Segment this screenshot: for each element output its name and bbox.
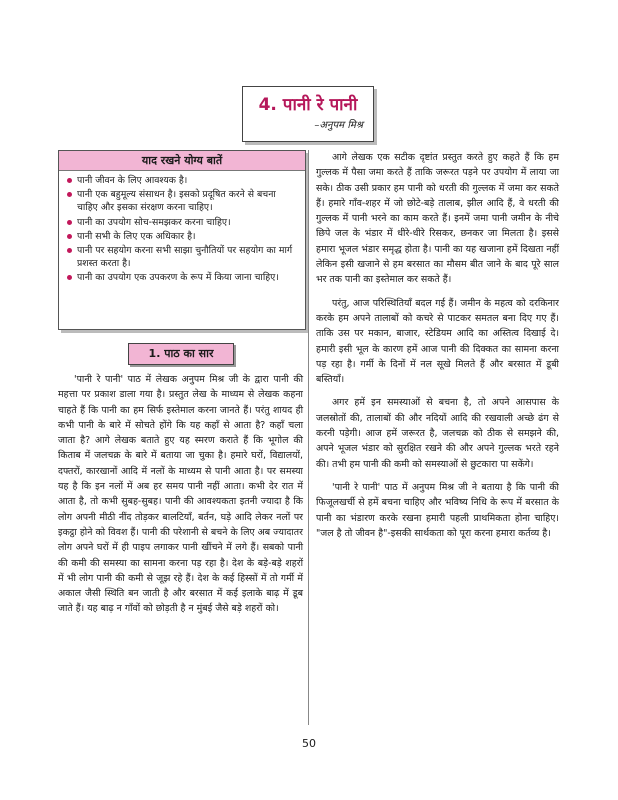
summary-heading: 1. पाठ का सार <box>128 343 234 365</box>
key-points-heading: याद रखने योग्य बातें <box>59 151 305 171</box>
summary-paragraph: परंतु, आज परिस्थितियाँ बदल गई हैं। जमीन के महत्व को दरकिनार करके हम अपने तालाबों को कचरे से पाटकर समतल बना दिए गए हैं। ताकि उस पर मकान, बाजार, स्टेडियम आदि का अस्तित्व दिखाई दे। हमारी इसी भूल के कारण हमें आज पानी की दिक्कत का सामना करना पड़ रहा है। गर्मी के दिनों में नल सूखे मिलते हैं और बरसात में डूबी बस्तियाँ। <box>316 297 559 386</box>
key-point: पानी का उपयोग सोच-समझकर करना चाहिए। <box>77 216 299 229</box>
key-point: पानी जीवन के लिए आवश्यक है। <box>77 174 299 187</box>
summary-right-column <box>316 150 559 549</box>
summary-paragraph: 'पानी रे पानी' पाठ में अनुपम मिश्र जी ने बताया है कि पानी की फिजूलखर्ची से हमें बचना चाहिए और भविष्य निधि के रूप में बरसात के पानी का भंडारण करके रखना हमारी पहली प्राथमिकता होना चाहिए। "जल है तो जीवन है"-इसकी सार्थकता को पूरा करना हमारा कर्तव्य है। <box>316 481 559 539</box>
key-points-list <box>59 171 305 285</box>
chapter-title-box <box>242 86 374 142</box>
key-point: पानी सभी के लिए एक अधिकार है। <box>77 230 299 243</box>
summary-paragraph: आगे लेखक एक सटीक दृष्टांत प्रस्तुत करते हुए कहते हैं कि हम गुल्लक में पैसा जमा करते हैं ताकि जरूरत पड़ने पर उपयोग में लाया जा सके। ठीक उसी प्रकार हम पानी को धरती की गुल्लक में जमा कर सकते हैं। हमारे गाँव-शहर में जो छोटे-बड़े तालाब, झील आदि हैं, वे धरती की गुल्लक में पानी भरने का काम करते हैं। इनमें जमा पानी जमीन के नीचे छिपे जल के भंडार में धीरे-धीरे रिसकर, छनकर जा मिलता है। इससे हमारा भूजल भंडार समृद्ध होता है। पानी का यह खजाना हमें दिखता नहीं लेकिन इसी खजाने से हम बरसात का मौसम बीत जाने के बाद पूरे साल भर तक पानी का इस्तेमाल कर सकते हैं। <box>316 152 559 286</box>
column-divider <box>308 150 309 725</box>
summary-paragraph: अगर हमें इन समस्याओं से बचना है, तो अपने आसपास के जलस्रोतों की, तालाबों की और नदियों आदि की रखवाली अच्छे ढंग से करनी पड़ेगी। आज हमें जरूरत है, जलचक्र को ठीक से समझने की, अपने भूजल भंडार को सुरक्षित रखने की और अपने गुल्लक भरते रहने की। तभी हम पानी की कमी को समस्याओं से छुटकारा पा सकेंगे। <box>316 397 559 470</box>
key-points-box <box>58 150 306 330</box>
chapter-author: –अनुपम मिश्र <box>314 120 363 131</box>
summary-left-column <box>58 372 303 625</box>
key-point: पानी का उपयोग एक उपकरण के रूप में किया जाना चाहिए। <box>77 271 299 284</box>
key-point: पानी पर सहयोग करना सभी साझा चुनौतियों पर सहयोग का मार्ग प्रशस्त करता है। <box>77 244 299 270</box>
chapter-title: 4. पानी रे पानी <box>258 95 358 115</box>
key-point: पानी एक बहुमूल्य संसाधन है। इसको प्रदूषित करने से बचना चाहिए और इसका संरक्षण करना चाहिए। <box>77 188 299 214</box>
page-number: 50 <box>302 737 316 750</box>
summary-paragraph: 'पानी रे पानी' पाठ में लेखक अनुपम मिश्र जी के द्वारा पानी की महत्ता पर प्रकाश डाला गया है। प्रस्तुत लेख के माध्यम से लेखक कहना चाहते हैं कि पानी का हम सिर्फ इस्तेमाल करना जानते हैं। परंतु शायद ही कभी पानी के बारे में सोचते होंगे कि यह कहाँ से आता है? कहाँ चला जाता है? आगे लेखक बताते हुए यह स्मरण कराते हैं कि भूगोल की किताब में जलचक्र के बारे में बताया जा चुका है। हमारे घरों, विद्यालयों, दफ्तरों, कारखानों आदि में नलों के माध्यम से पानी आता है। पर समस्या यह है कि इन नलों में अब हर समय पानी नहीं आता। कभी देर रात में आता है, तो कभी सुबह-सुबह। पानी की आवश्यकता इतनी ज्यादा है कि लोग अपनी मीठी नींद तोड़कर बालटियाँ, बर्तन, घड़े आदि लेकर नलों पर इकट्ठा होने को विवश हैं। पानी की परेशानी से बचने के लिए अब ज्यादातर लोग अपने घरों में ही पाइप लगाकर पानी खींचने में लगे हैं। सबको पानी की कमी की समस्या का सामना करना पड़ रहा है। देश के बड़े-बड़े शहरों में भी लोग पानी की कमी से जूझ रहे हैं। देश के कई हिस्सों में तो गर्मी में अकाल जैसी स्थिति बन जाती है और बरसात में कई इलाके बाढ़ में डूब जाते हैं। यह बाढ़ न गाँवों को छोड़ती है न मुंबई जैसे बड़े शहरों को। <box>58 374 303 615</box>
